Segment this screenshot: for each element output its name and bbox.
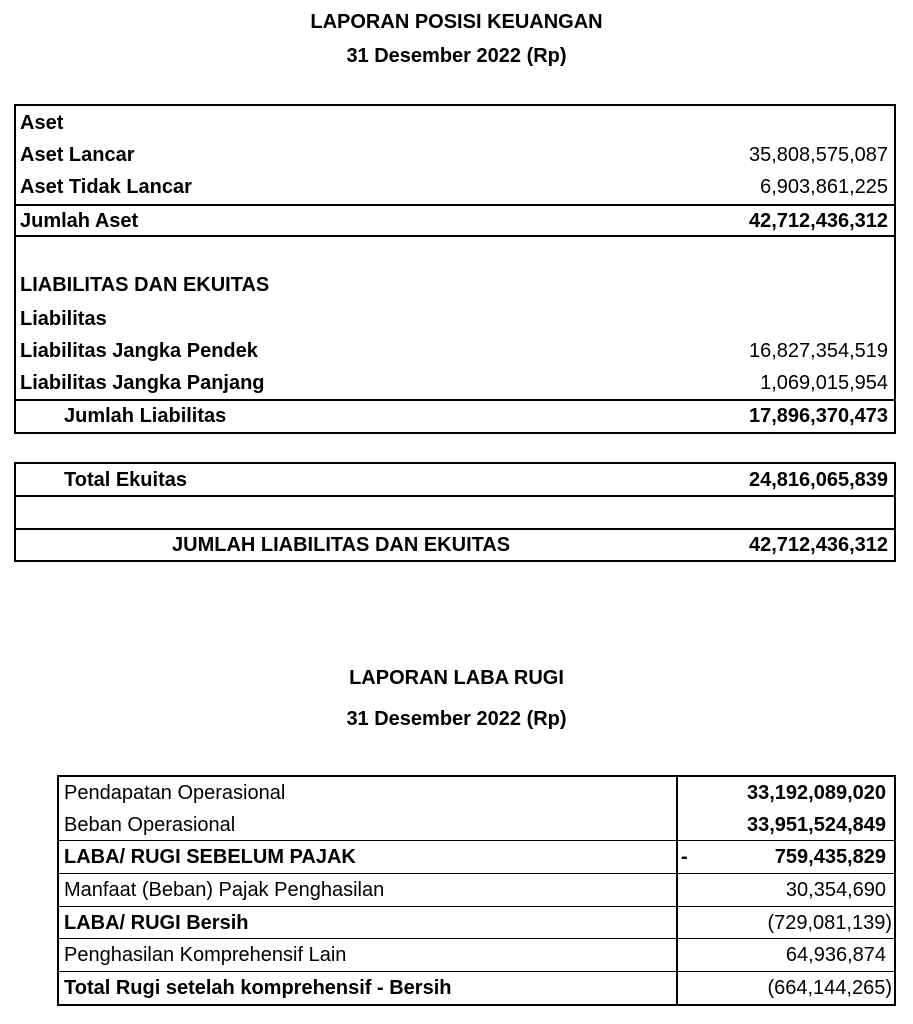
is-row-label: Beban Operasional bbox=[64, 814, 236, 836]
is-row-label: Pendapatan Operasional bbox=[64, 782, 286, 804]
liab-panjang-label: Liabilitas Jangka Panjang bbox=[20, 372, 265, 394]
is-row-value: 30,354,690 bbox=[785, 879, 886, 901]
aset-lancar-value: 35,808,575,087 bbox=[748, 144, 888, 166]
jumlah-aset-row bbox=[14, 205, 896, 237]
aset-header-row bbox=[14, 107, 896, 139]
is-row-value: (664,144,265) bbox=[767, 977, 892, 999]
liab-panjang-value: 1,069,015,954 bbox=[760, 372, 888, 394]
is-row-label: Penghasilan Komprehensif Lain bbox=[64, 944, 347, 966]
is-row-value: 759,435,829 bbox=[774, 846, 886, 868]
jumlah-liab-label: Jumlah Liabilitas bbox=[64, 405, 227, 427]
balance-sheet-subtitle: 31 Desember 2022 (Rp) bbox=[346, 45, 567, 67]
jumlah-aset-value: 42,712,436,312 bbox=[748, 210, 888, 232]
liabilitas-header-row bbox=[14, 303, 896, 335]
total-ekuitas-label: Total Ekuitas bbox=[64, 469, 187, 491]
jumlah-aset-label: Jumlah Aset bbox=[20, 210, 139, 232]
balance-sheet-table bbox=[14, 104, 896, 562]
is-row-sign: - bbox=[681, 846, 688, 868]
is-row-label: LABA/ RUGI Bersih bbox=[64, 912, 249, 934]
liab-ekuitas-header: LIABILITAS DAN EKUITAS bbox=[20, 274, 270, 296]
income-statement-title: LAPORAN LABA RUGI bbox=[349, 667, 564, 689]
income-statement-subtitle: 31 Desember 2022 (Rp) bbox=[346, 708, 567, 730]
aset-lancar-label: Aset Lancar bbox=[20, 144, 135, 166]
is-row-label: Manfaat (Beban) Pajak Penghasilan bbox=[64, 879, 385, 901]
liab-panjang-row bbox=[14, 367, 896, 399]
total-ekuitas-value: 24,816,065,839 bbox=[748, 469, 888, 491]
aset-tidak-lancar-value: 6,903,861,225 bbox=[760, 176, 888, 198]
balance-sheet-title: LAPORAN POSISI KEUANGAN bbox=[310, 11, 603, 33]
is-row-label: LABA/ RUGI SEBELUM PAJAK bbox=[64, 846, 356, 868]
is-row-value: 33,951,524,849 bbox=[746, 814, 886, 836]
liabilitas-header: Liabilitas bbox=[20, 308, 107, 330]
liab-pendek-row bbox=[14, 335, 896, 367]
is-row-value: (729,081,139) bbox=[767, 912, 892, 934]
is-row-value: 33,192,089,020 bbox=[746, 782, 886, 804]
liab-pendek-value: 16,827,354,519 bbox=[748, 340, 888, 362]
jumlah-liab-row bbox=[14, 400, 896, 432]
aset-tidak-lancar-row bbox=[14, 171, 896, 203]
jumlah-liab-value: 17,896,370,473 bbox=[748, 405, 888, 427]
jumlah-liab-ekuitas-value: 42,712,436,312 bbox=[748, 534, 888, 556]
liab-ekuitas-header-row bbox=[14, 269, 896, 301]
aset-header: Aset bbox=[20, 112, 64, 134]
income-statement-table bbox=[57, 775, 896, 1006]
jumlah-liab-ekuitas-label: JUMLAH LIABILITAS DAN EKUITAS bbox=[172, 534, 511, 556]
aset-tidak-lancar-label: Aset Tidak Lancar bbox=[20, 176, 192, 198]
liab-pendek-label: Liabilitas Jangka Pendek bbox=[20, 340, 258, 362]
is-row-label: Total Rugi setelah komprehensif - Bersih bbox=[64, 977, 452, 999]
is-row-value: 64,936,874 bbox=[785, 944, 886, 966]
jumlah-liab-ekuitas-row bbox=[14, 529, 896, 561]
aset-lancar-row bbox=[14, 139, 896, 171]
total-ekuitas-row bbox=[14, 464, 896, 496]
